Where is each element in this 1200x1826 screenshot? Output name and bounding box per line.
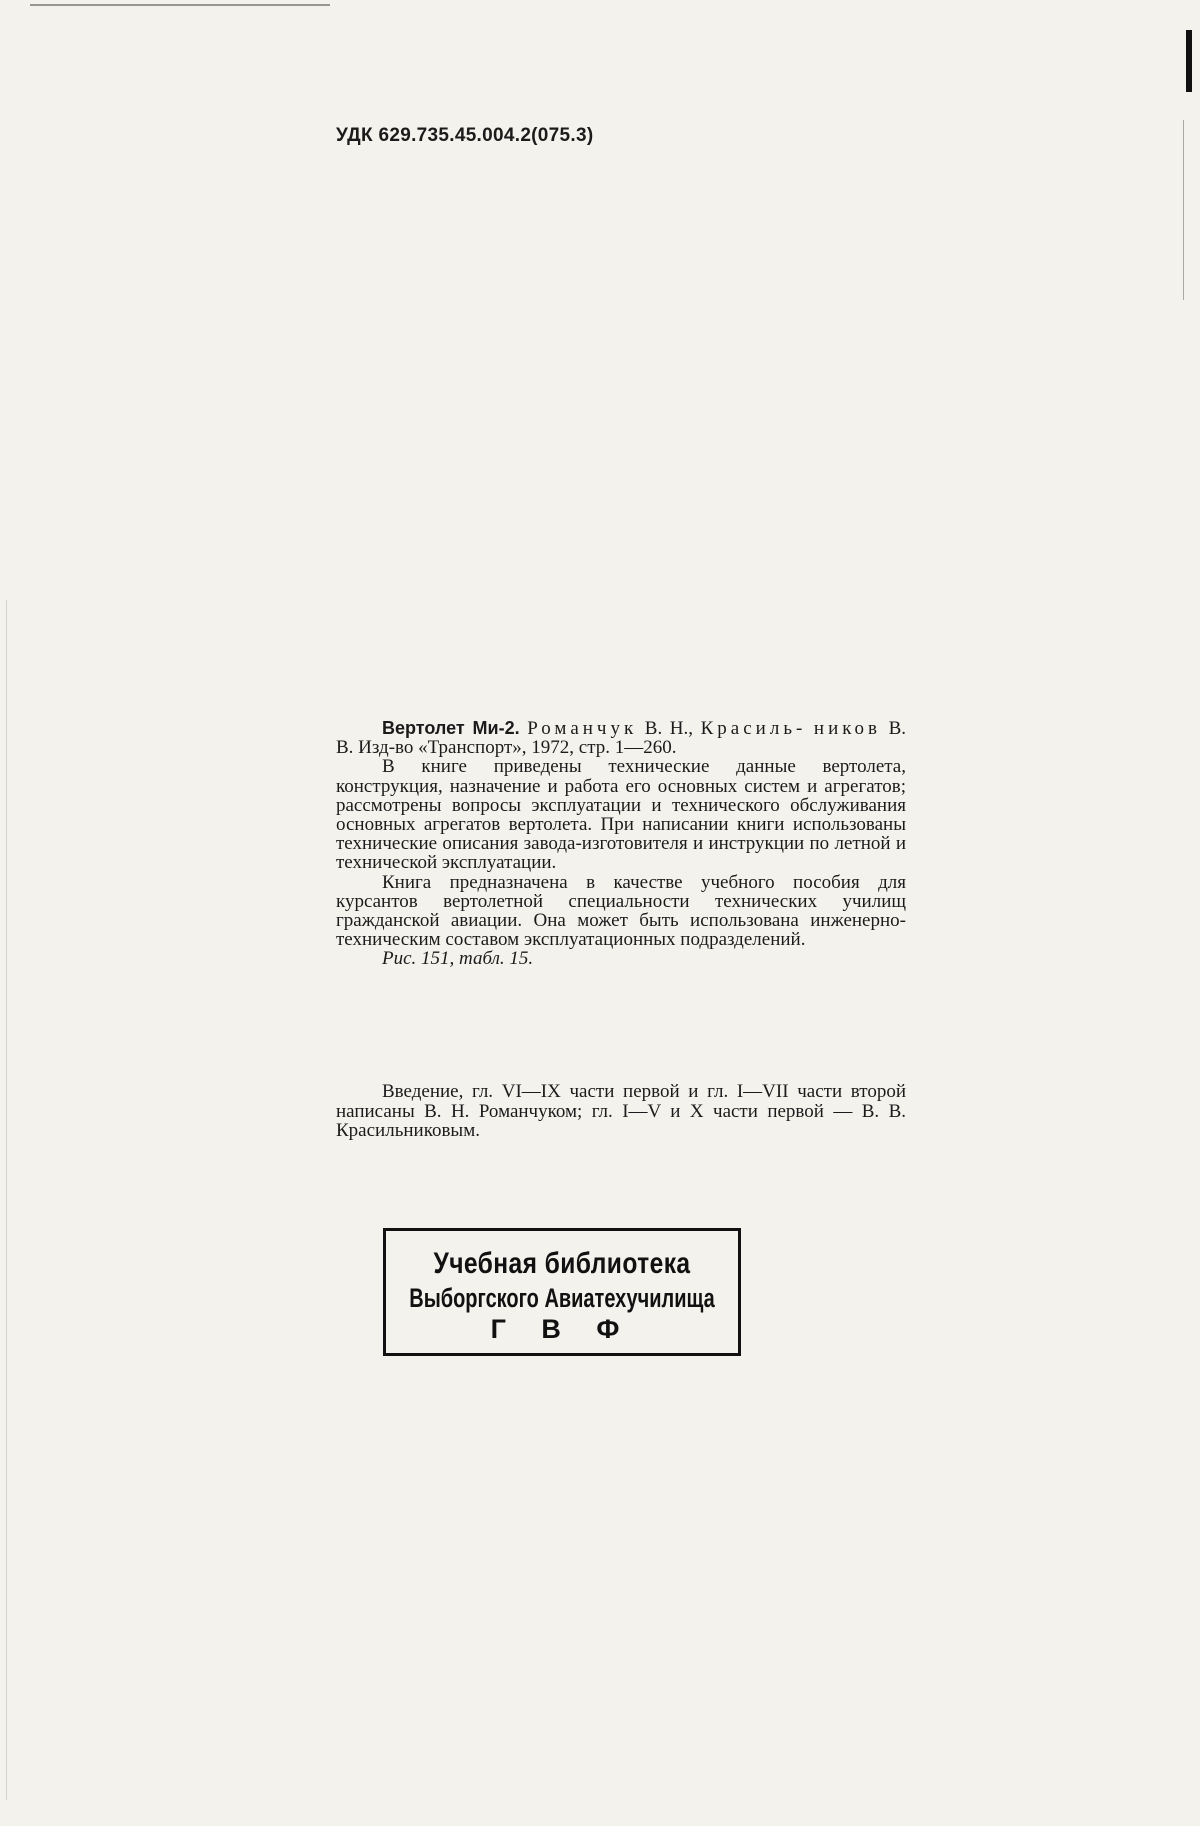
scan-artifact-right-mark	[1186, 30, 1192, 92]
author-2-part1: Красиль-	[700, 718, 807, 739]
scan-artifact-top	[30, 4, 330, 6]
scan-artifact-left-edge	[6, 600, 7, 1800]
stamp-line-1: Учебная библиотека	[433, 1247, 691, 1280]
publication-info: В. В. Изд-во «Транспорт», 1972, стр. 1—260.	[336, 718, 907, 759]
author-1: Романчук	[527, 718, 638, 739]
stamp-line-2: Выборгского Авиатехучилища	[409, 1283, 715, 1313]
credits-text: Введение, гл. VI—IX части первой и гл. I—VII части второй написаны В. Н. Романчуком; гл. I—V и X части первой — В. В. Красильниковым.	[336, 1081, 906, 1141]
udc-code: УДК 629.735.45.004.2(075.3)	[336, 125, 594, 146]
abstract-paragraph-2: Книга предназначена в качестве учебного пособия для курсантов вертолетной специальности технических училищ гражданской авиации. Она может быть использована инженерно-техническим составом эксплуатационных подразделений.	[336, 871, 906, 951]
book-abstract	[336, 719, 906, 969]
book-title: Вертолет Ми-2.	[382, 718, 520, 738]
figures-tables-count	[336, 949, 906, 968]
scan-artifact-right-edge	[1183, 120, 1184, 300]
stamp-line-3: Г В Ф	[490, 1314, 634, 1344]
abstract-paragraph-1: В книге приведены технические данные вертолета, конструкция, назначение и работа его основных систем и агрегатов; рассмотрены вопросы эксплуатации и технического обслуживания основных агрегатов вертолета. При написании книги использованы технические описания завода-изготовителя и инструкции по летной и технической эксплуатации.	[336, 756, 906, 874]
figures-tables-text: Рис. 151, табл. 15.	[382, 948, 534, 970]
library-stamp	[383, 1228, 741, 1356]
authorship-credits	[336, 1082, 906, 1141]
author-2-part2: ников	[813, 718, 881, 739]
bibliographic-entry	[336, 719, 906, 757]
author-1-initials: В. Н.,	[644, 718, 694, 739]
